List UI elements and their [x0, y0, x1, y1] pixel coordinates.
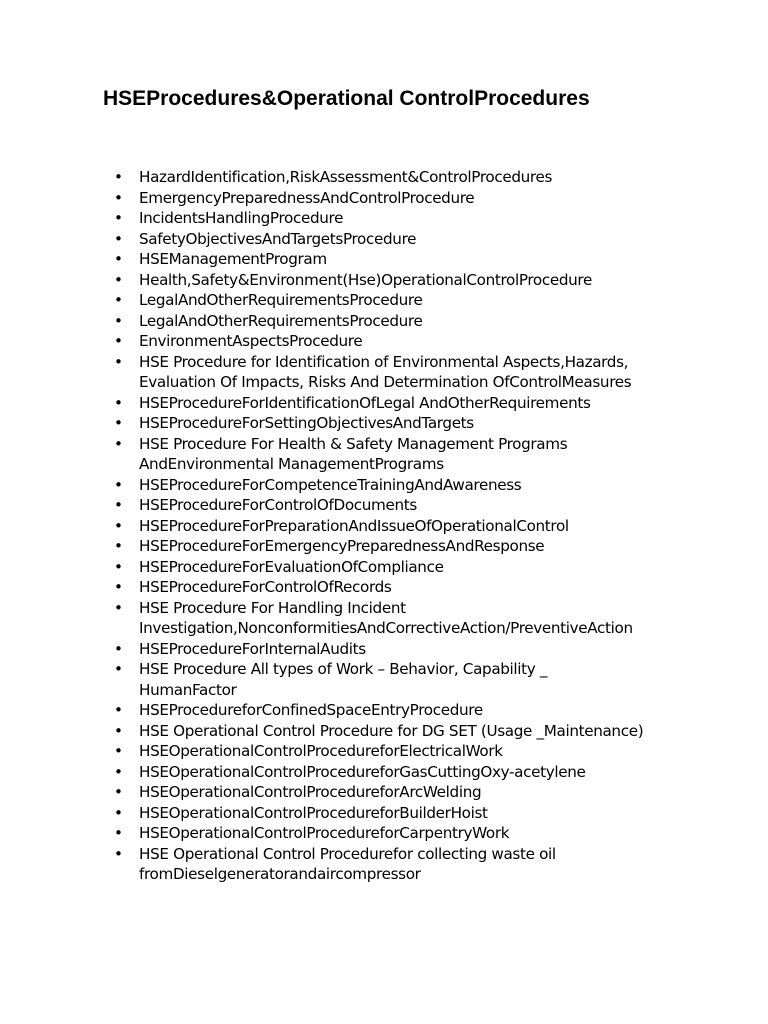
list-item-text: HSEOperationalControlProcedureforCarpentryWork: [139, 824, 510, 842]
list-item-text: Health,Safety&Environment(Hse)OperationalControlProcedure: [139, 270, 592, 289]
list-item-text: HSEProcedureForEmergencyPreparednessAndResponse: [139, 537, 545, 555]
bullet-icon: •: [114, 291, 123, 309]
bullet-icon: •: [114, 578, 123, 596]
list-item-text: HSEProcedureForControlOfRecords: [139, 578, 392, 596]
list-item-text: HSEProcedureForCompetenceTrainingAndAwareness: [139, 475, 522, 494]
list-item: [114, 311, 644, 332]
list-item: [114, 762, 644, 783]
list-item: [114, 659, 644, 700]
list-item-text: HSEOperationalControlProcedureforGasCuttingOxy-acetylene: [139, 762, 586, 781]
list-item: [114, 413, 644, 434]
list-item-text: HSEManagementProgram: [139, 250, 327, 268]
bullet-icon: •: [114, 824, 123, 842]
bullet-icon: •: [114, 311, 123, 330]
list-item-text: HazardIdentification,RiskAssessment&ControlProcedures: [139, 168, 553, 186]
list-item: [114, 167, 644, 188]
list-item: [114, 598, 644, 639]
bullet-icon: •: [114, 168, 123, 186]
procedure-list: [114, 167, 644, 885]
bullet-icon: •: [114, 393, 123, 412]
list-item: [114, 577, 644, 598]
list-item: [114, 844, 644, 885]
list-item-text: HSEProcedureforConfinedSpaceEntryProcedure: [139, 701, 483, 719]
bullet-icon: •: [114, 742, 123, 760]
list-item-text: HSEProcedureForSettingObjectivesAndTargets: [139, 414, 474, 432]
bullet-icon: •: [114, 803, 123, 822]
bullet-icon: •: [114, 762, 123, 781]
bullet-icon: •: [114, 414, 123, 432]
list-item-text: HSEProcedureForIdentificationOfLegal AndOtherRequirements: [139, 393, 591, 412]
bullet-icon: •: [114, 783, 123, 801]
list-item: [114, 536, 644, 557]
list-item-text: HSE Operational Control Procedurefor collecting waste oil fromDieselgeneratorandaircompressor: [139, 844, 556, 883]
list-item-text: HSE Procedure for Identification of Environmental Aspects,Hazards, Evaluation Of Impacts, Risks And Determination OfControlMeasures: [139, 352, 632, 391]
bullet-icon: •: [114, 332, 123, 350]
bullet-icon: •: [114, 352, 123, 371]
list-item: [114, 557, 644, 578]
list-item-text: HSE Procedure All types of Work – Behavior, Capability _ HumanFactor: [139, 660, 548, 699]
bullet-icon: •: [114, 188, 123, 207]
bullet-icon: •: [114, 496, 123, 514]
list-item-text: IncidentsHandlingProcedure: [139, 209, 344, 227]
bullet-icon: •: [114, 844, 123, 863]
list-item: [114, 249, 644, 270]
list-item-text: LegalAndOtherRequirementsProcedure: [139, 311, 423, 330]
list-item: [114, 475, 644, 496]
bullet-icon: •: [114, 701, 123, 719]
bullet-icon: •: [114, 721, 123, 740]
list-item: [114, 803, 644, 824]
list-item-text: HSE Procedure For Handling Incident Investigation,NonconformitiesAndCorrectiveAction/PreventiveAction: [139, 598, 633, 637]
list-item: [114, 208, 644, 229]
bullet-icon: •: [114, 250, 123, 268]
list-item-text: HSEOperationalControlProcedureforArcWelding: [139, 783, 482, 801]
bullet-icon: •: [114, 475, 123, 494]
list-item-text: EmergencyPreparednessAndControlProcedure: [139, 188, 475, 207]
bullet-icon: •: [114, 598, 123, 617]
list-item: [114, 495, 644, 516]
list-item: [114, 639, 644, 660]
bullet-icon: •: [114, 660, 123, 678]
bullet-icon: •: [114, 639, 123, 658]
list-item: [114, 393, 644, 414]
list-item-text: HSEProcedureForEvaluationOfCompliance: [139, 557, 444, 576]
list-item-text: HSEProcedureForPreparationAndIssueOfOperationalControl: [139, 516, 569, 535]
list-item-text: SafetyObjectivesAndTargetsProcedure: [139, 229, 417, 248]
list-item-text: HSE Operational Control Procedure for DG SET (Usage _Maintenance): [139, 721, 644, 740]
list-item: [114, 700, 644, 721]
list-item-text: HSE Procedure For Health & Safety Management Programs AndEnvironmental ManagementPrograms: [139, 434, 568, 473]
list-item: [114, 270, 644, 291]
list-item: [114, 352, 644, 393]
list-item-text: HSEProcedureForInternalAudits: [139, 639, 366, 658]
list-item: [114, 434, 644, 475]
bullet-icon: •: [114, 229, 123, 248]
bullet-icon: •: [114, 557, 123, 576]
bullet-icon: •: [114, 516, 123, 535]
document-title: HSEProcedures&Operational ControlProcedures: [103, 87, 590, 110]
list-item: [114, 188, 644, 209]
list-item: [114, 516, 644, 537]
list-item: [114, 290, 644, 311]
list-item-text: LegalAndOtherRequirementsProcedure: [139, 291, 423, 309]
bullet-icon: •: [114, 434, 123, 453]
list-item-text: EnvironmentAspectsProcedure: [139, 332, 363, 350]
bullet-icon: •: [114, 270, 123, 289]
list-item: [114, 721, 644, 742]
list-item-text: HSEProcedureForControlOfDocuments: [139, 496, 417, 514]
list-item: [114, 823, 644, 844]
list-item: [114, 782, 644, 803]
bullet-icon: •: [114, 537, 123, 555]
list-item: [114, 229, 644, 250]
bullet-icon: •: [114, 209, 123, 227]
list-item: [114, 331, 644, 352]
list-item-text: HSEOperationalControlProcedureforBuilderHoist: [139, 803, 488, 822]
list-item: [114, 741, 644, 762]
list-item-text: HSEOperationalControlProcedureforElectricalWork: [139, 742, 503, 760]
